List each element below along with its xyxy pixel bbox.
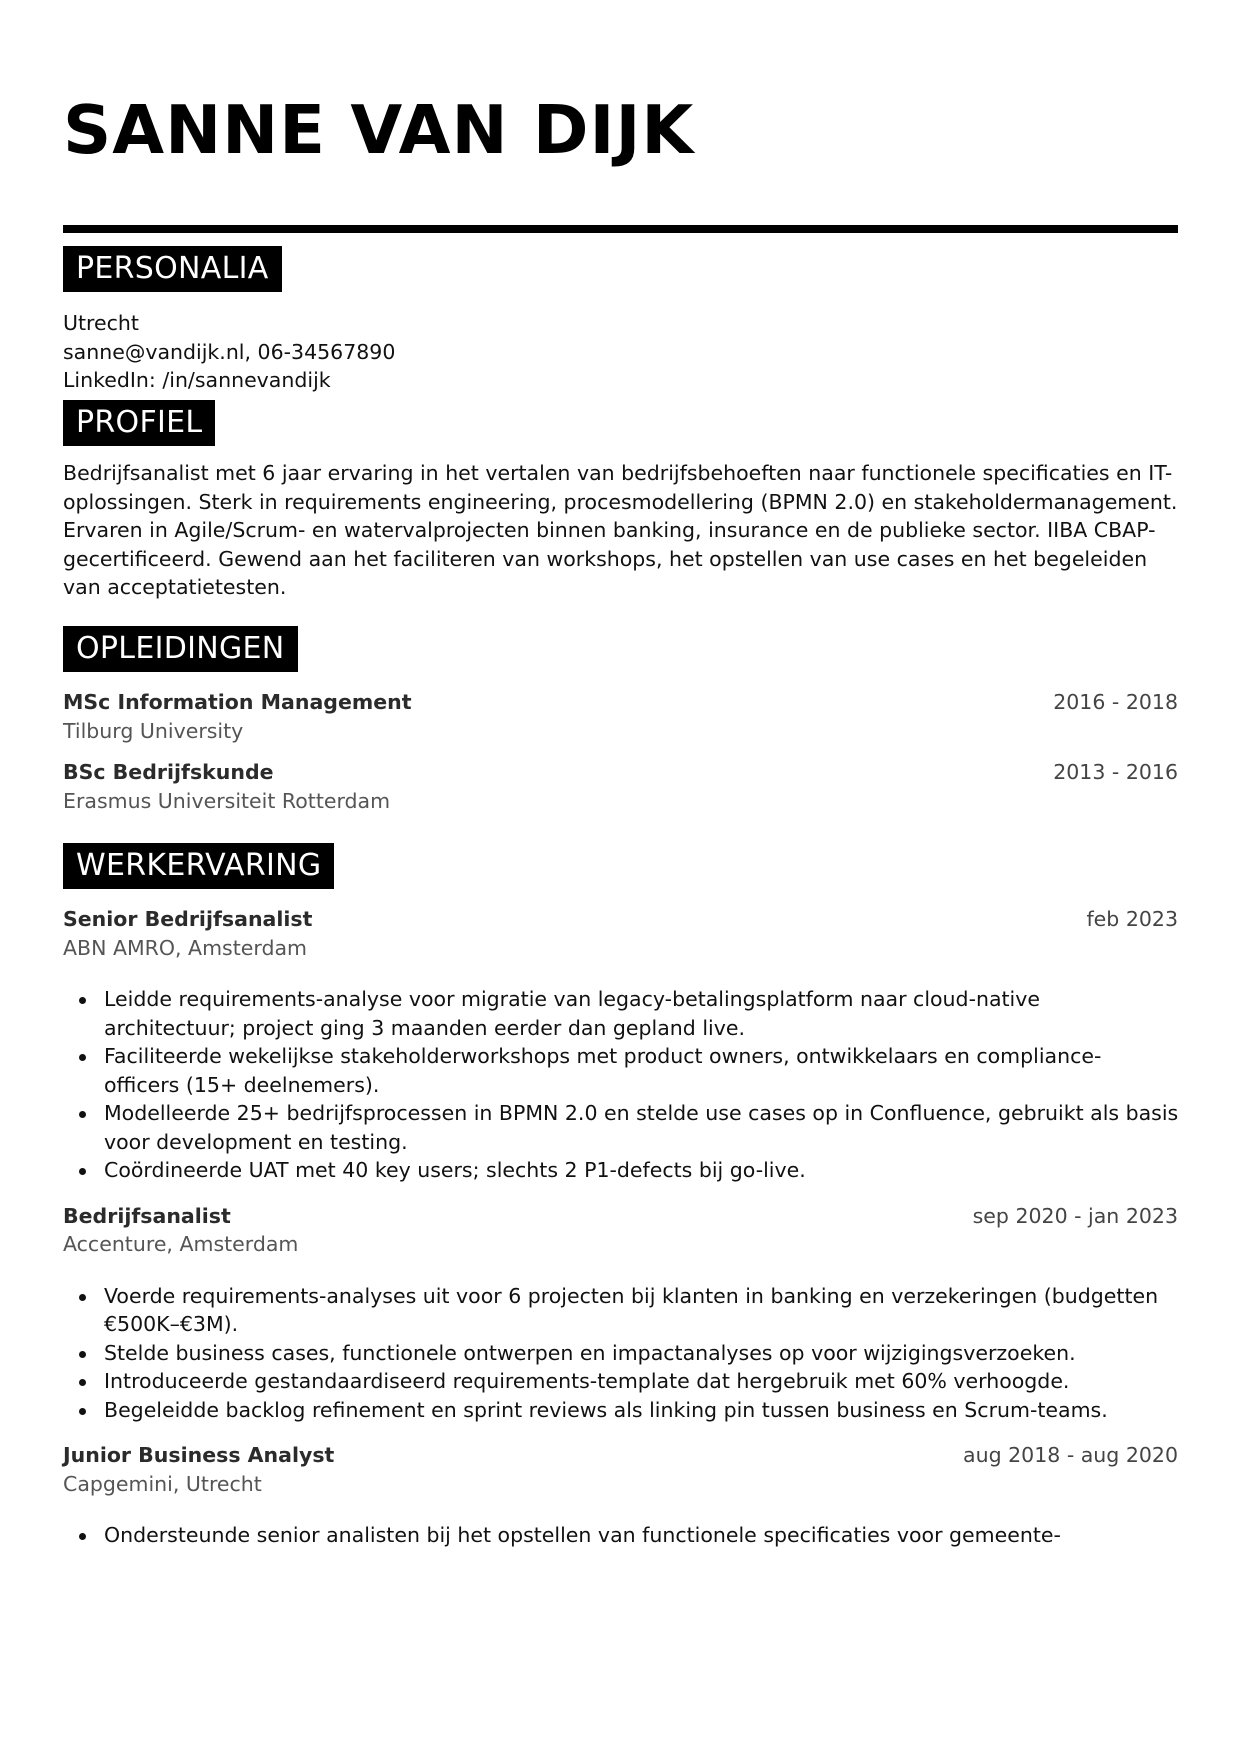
job-achievements <box>63 1521 1178 1550</box>
candidate-name: SANNE VAN DIJK <box>63 91 695 169</box>
achievement-item: Faciliteerde wekelijkse stakeholderworkshops met product owners, ontwikkelaars en compliance- officers (15+ deelnemers). <box>63 1042 1178 1099</box>
job-title: Senior Bedrijfsanalist <box>63 907 313 931</box>
section-heading-opleidingen: OPLEIDINGEN <box>63 626 298 672</box>
job-item <box>63 1202 1178 1425</box>
education-institution: Erasmus Universiteit Rotterdam <box>63 788 391 813</box>
contact-linkedin: LinkedIn: /in/sannevandijk <box>63 368 331 392</box>
profile-line: van acceptatietesten. <box>63 575 287 599</box>
section-heading-personalia: PERSONALIA <box>63 246 282 292</box>
section-profiel <box>63 400 1178 602</box>
header-divider <box>63 225 1178 233</box>
job-title: Junior Business Analyst <box>63 1443 335 1467</box>
bullet-icon <box>79 1379 86 1386</box>
achievement-item: Voerde requirements-analyses uit voor 6 projecten bij klanten in banking en verzekeringen (budgetten €500K–€3M). <box>63 1282 1178 1339</box>
bullet-icon <box>79 997 86 1004</box>
achievement-item: Coördineerde UAT met 40 key users; slechts 2 P1-defects bij go-live. <box>63 1156 1178 1185</box>
education-date: 2013 - 2016 <box>1053 760 1178 784</box>
bullet-icon <box>79 1408 86 1415</box>
section-werkervaring <box>63 843 1178 1550</box>
job-achievements <box>63 985 1178 1185</box>
section-personalia <box>63 246 1178 395</box>
achievement-item: Begeleidde backlog refinement en sprint reviews als linking pin tussen business en Scrum-teams. <box>63 1396 1178 1425</box>
education-degree: MSc Information Management <box>63 690 412 714</box>
job-achievements <box>63 1282 1178 1425</box>
job-date: feb 2023 <box>1086 907 1178 931</box>
job-company: ABN AMRO, Amsterdam <box>63 935 307 960</box>
bullet-icon <box>79 1111 86 1118</box>
job-item <box>63 1441 1178 1550</box>
bullet-icon <box>79 1533 86 1540</box>
job-date: sep 2020 - jan 2023 <box>972 1203 1178 1228</box>
job-company: Accenture, Amsterdam <box>63 1232 299 1256</box>
education-degree: BSc Bedrijfskunde <box>63 760 274 784</box>
profile-line: oplossingen. Sterk in requirements engineering, procesmodellering (BPMN 2.0) en stakeholdermanagement. <box>63 489 1178 514</box>
job-company: Capgemini, Utrecht <box>63 1471 262 1496</box>
achievement-item: Introduceerde gestandaardiseerd requirements-template dat hergebruik met 60% verhoogde. <box>63 1367 1178 1396</box>
achievement-item: Ondersteunde senior analisten bij het opstellen van functionele specificaties voor gemeente- <box>63 1521 1178 1550</box>
contact-city: Utrecht <box>63 311 139 335</box>
profile-line: Bedrijfsanalist met 6 jaar ervaring in het vertalen van bedrijfsbehoeften naar functionele specificaties en IT- <box>63 461 1173 485</box>
section-heading-profiel: PROFIEL <box>63 400 215 446</box>
profile-line: gecertificeerd. Gewend aan het faciliteren van workshops, het opstellen van use cases en het begeleiden <box>63 546 1148 571</box>
contact-email-phone: sanne@vandijk.nl, 06-34567890 <box>63 339 396 364</box>
bullet-icon <box>79 1294 86 1301</box>
education-date: 2016 - 2018 <box>1053 690 1178 714</box>
section-opleidingen <box>63 626 1178 815</box>
profile-summary <box>63 459 1178 602</box>
bullet-icon <box>79 1351 86 1358</box>
education-item <box>63 758 1178 815</box>
achievement-item: Stelde business cases, functionele ontwerpen en impactanalyses op voor wijzigingsverzoeken. <box>63 1339 1178 1368</box>
job-title: Bedrijfsanalist <box>63 1203 231 1228</box>
education-item <box>63 688 1178 745</box>
job-item <box>63 905 1178 1185</box>
bullet-icon <box>79 1168 86 1175</box>
achievement-item: Leidde requirements-analyse voor migratie van legacy-betalingsplatform naar cloud-native architectuur; project ging 3 maanden eerder dan gepland live. <box>63 985 1178 1042</box>
achievement-item: Modelleerde 25+ bedrijfsprocessen in BPMN 2.0 en stelde use cases op in Confluence, gebruikt als basis voor development en testing. <box>63 1099 1178 1156</box>
bullet-icon <box>79 1054 86 1061</box>
contact-details <box>63 309 1178 395</box>
profile-line: Ervaren in Agile/Scrum- en watervalprojecten binnen banking, insurance en de publieke sector. IIBA CBAP- <box>63 518 1156 542</box>
job-date: aug 2018 - aug 2020 <box>963 1443 1178 1467</box>
education-institution: Tilburg University <box>63 718 244 743</box>
section-heading-werkervaring: WERKERVARING <box>63 843 334 889</box>
